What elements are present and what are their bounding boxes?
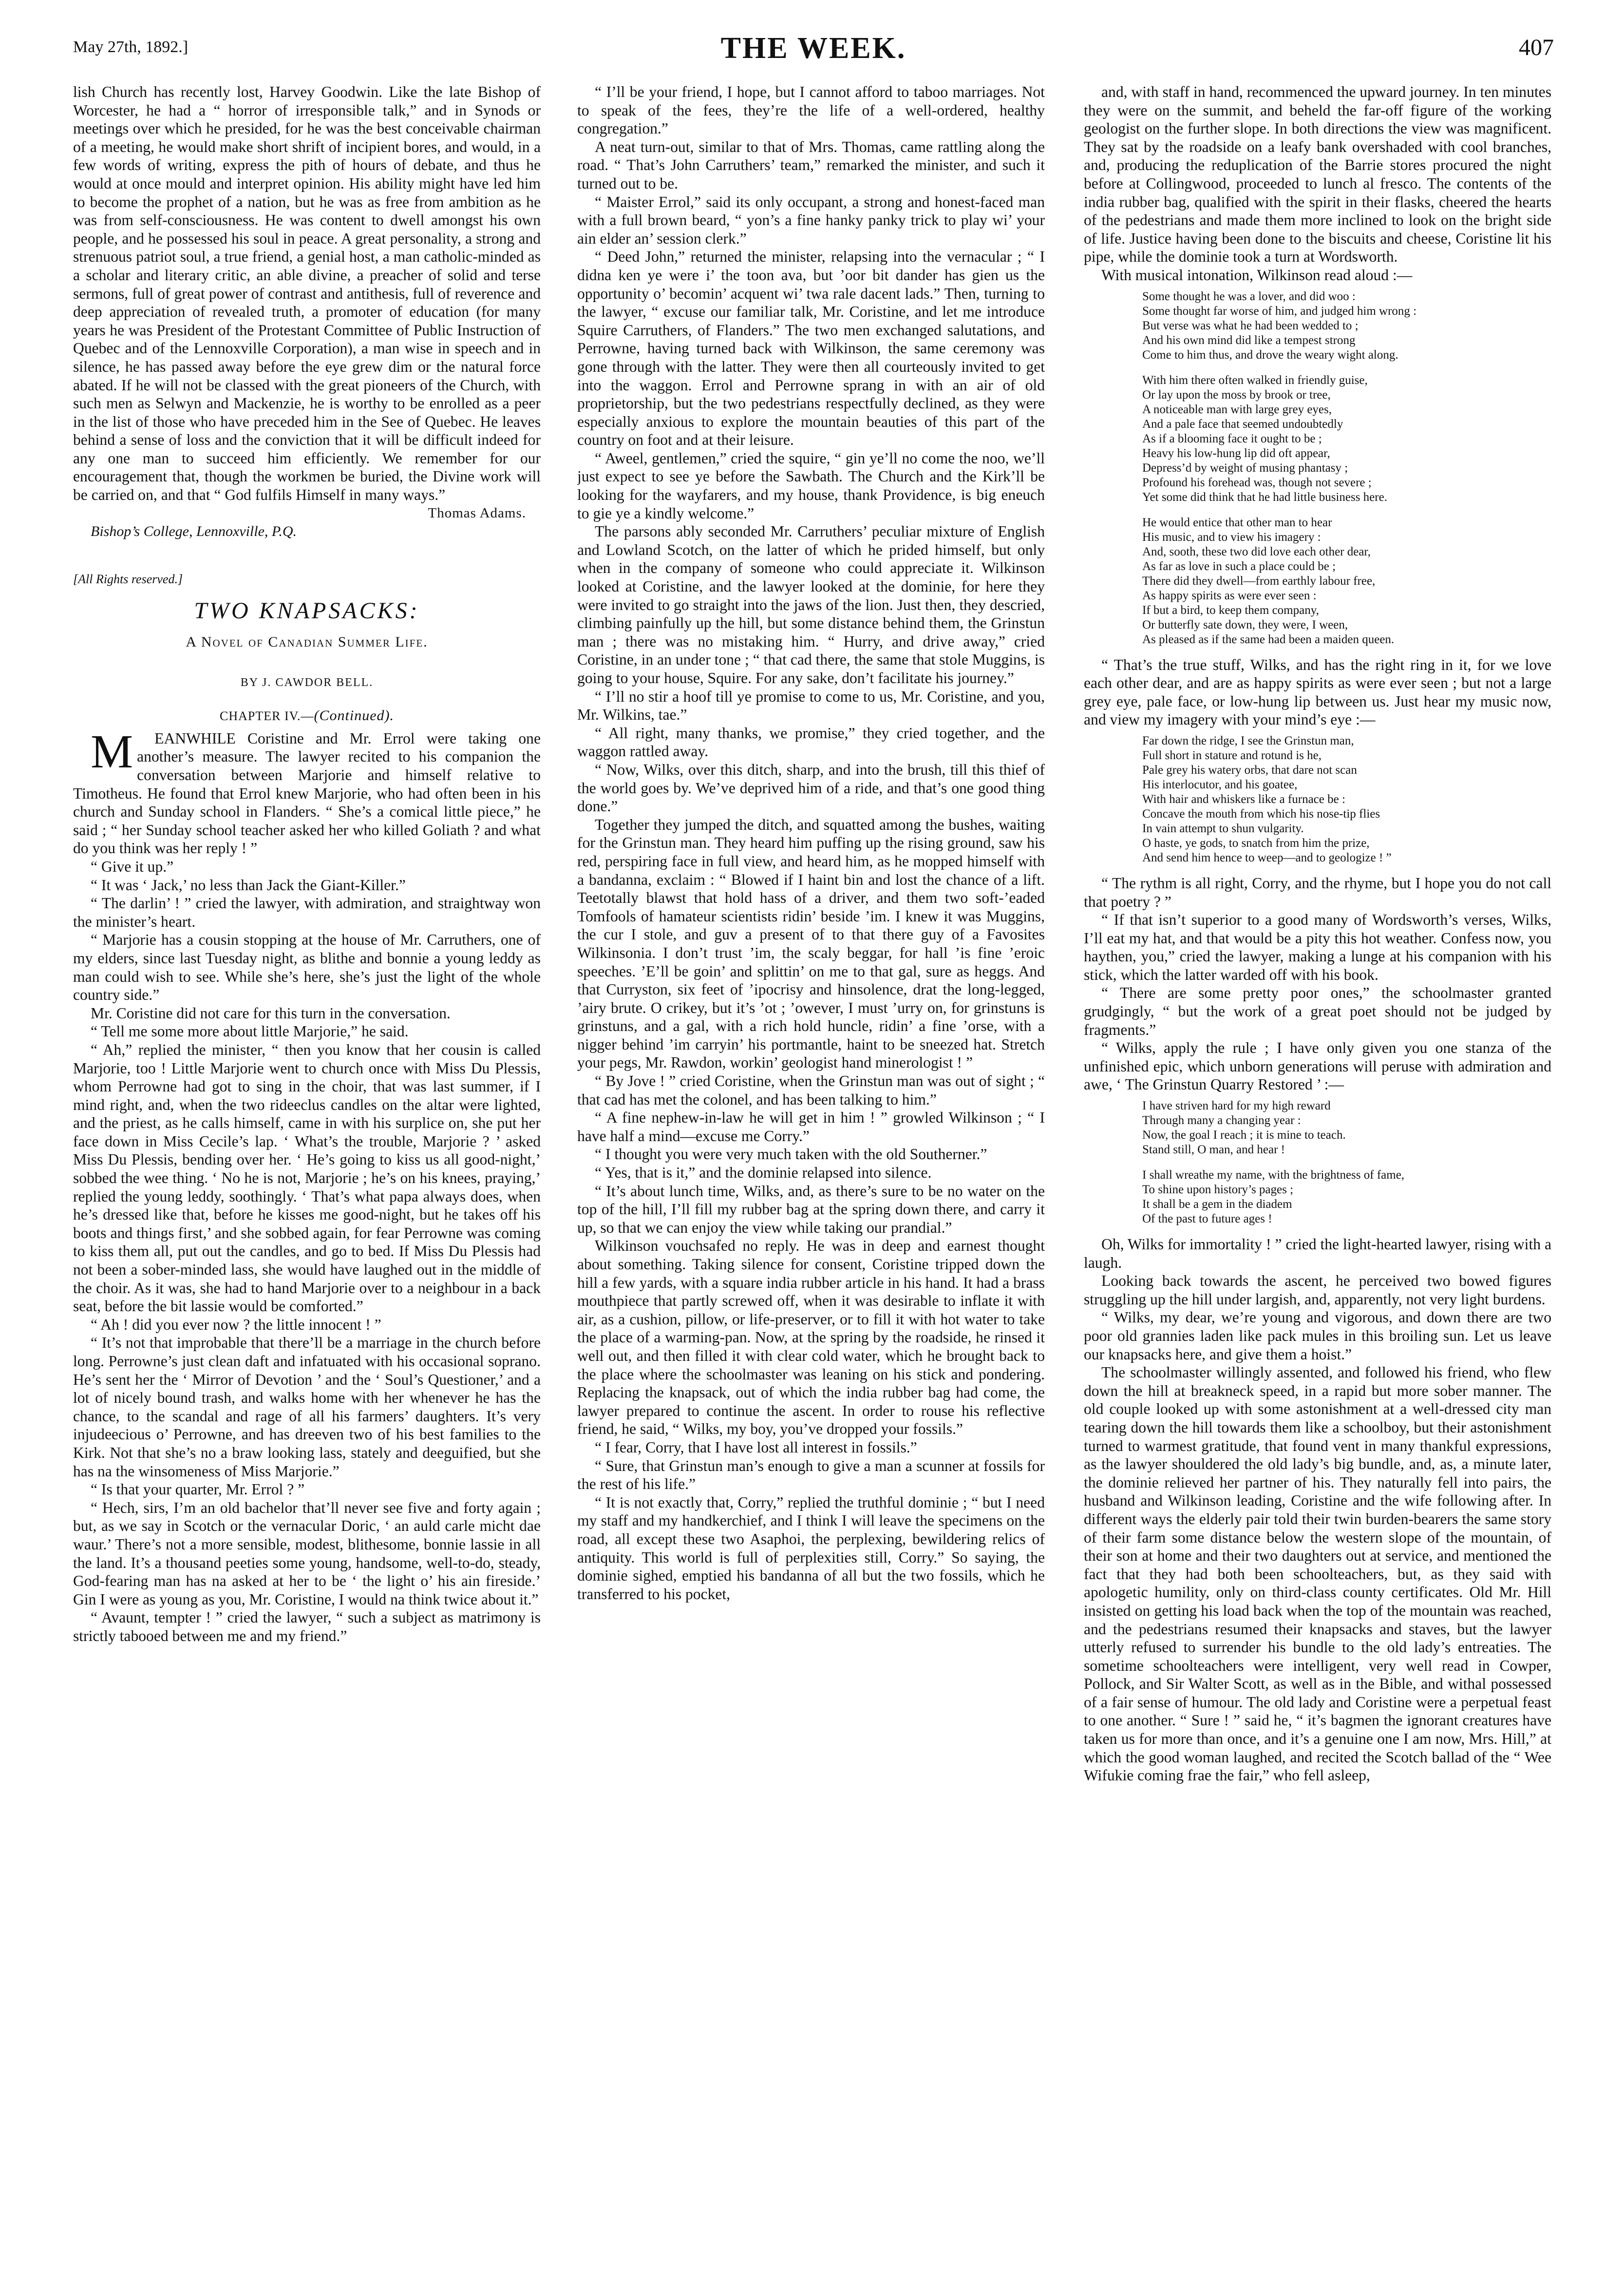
column-1 bbox=[73, 83, 541, 2256]
story-paragraph: “ Yes, that is it,” and the dominie relapsed into silence. bbox=[595, 1164, 932, 1182]
story-paragraph: A neat turn-out, similar to that of Mrs. Thomas, came rattling along the road. “ That’s John Carruthers’ team,” remarked the minister, and such it turned out to be. bbox=[577, 138, 1045, 192]
story-paragraph: “ The rythm is all right, Corry, and the rhyme, but I hope you do not call that poetry ? ” bbox=[1084, 874, 1551, 910]
verse-line: Come to him thus, and drove the weary wight along. bbox=[1142, 348, 1398, 362]
story-paragraph: “ Wilks, my dear, we’re young and vigorous, and down there are two poor old grannies laden like pack mules in this broiling sun. Let us leave our knapsacks here, and give them a hoist.” bbox=[1084, 1309, 1551, 1363]
story-byline: BY J. CAWDOR BELL. bbox=[240, 676, 374, 689]
verse-stanza bbox=[1142, 289, 1551, 363]
rights-notice: [All Rights reserved.] bbox=[73, 572, 183, 586]
story-first-paragraph bbox=[73, 725, 541, 858]
story-paragraph: “ I thought you were very much taken with the old Southerner.” bbox=[595, 1146, 987, 1163]
wordsworth-verse bbox=[1084, 289, 1551, 647]
story-paragraph: The schoolmaster willingly assented, and followed his friend, who flew down the hill at breakneck speed, in a rapid but more sober manner. The old couple looked up with some astonishment at a well-dressed city man tearing down the hill towards them like a schoolboy, but their astonishment turned to warmest gratitude, that found vent in many thankful expressions, as the lawyer shouldered the old lady’s big bundle, and, as, a minute later, the dominie relieved her partner of his. They naturally fell into pairs, the husband and Wilkinson leading, Coristine and the wife following after. In different ways the elderly pair told their twin burden-bearers the same story of their farm some distance below the western slope of the mountain, of their son at home and their two daughters out at service, and mentioned the fact that they had both been schoolteachers, but, as they said with apologetic humility, only on third-class county certificates. Old Mr. Hill insisted on getting his load back when the top of the mountain was reached, and the pedestrians resumed their knapsacks and staves, but the lawyer utterly refused to surrender his bundle to the old lady’s entreaties. The sometime schoolteachers were intelligent, very well read in Cowper, Pollock, and Sir Walter Scott, as well as in the Bible, and withal possessed of a fair sense of humour. The old lady and Coristine were a perpetual feast to one another. “ Sure ! ” said he, “ it’s bagmen the ignorant creatures have taken us for more than once, and it’s a genuine one I am now, Mrs. Hill,” at which the good woman laughed, and recited the Scotch ballad of the “ Wee Wifukie coming frae the fair,” who fell asleep, bbox=[1084, 1364, 1551, 1784]
verse-stanza bbox=[1142, 734, 1551, 865]
verse-line: As happy spirits as were ever seen : bbox=[1142, 589, 1317, 602]
verse-line: Pale grey his watery orbs, that dare not scan bbox=[1142, 763, 1357, 777]
verse-line: And a pale face that seemed undoubtedly bbox=[1142, 417, 1343, 431]
story-paragraph: “ Give it up.” bbox=[91, 858, 174, 875]
quarry-restored-verse bbox=[1084, 1099, 1551, 1226]
page-header bbox=[73, 23, 1554, 77]
verse-line: I shall wreathe my name, with the brightness of fame, bbox=[1142, 1168, 1405, 1182]
issue-date: May 27th, 1892.] bbox=[73, 38, 189, 56]
story-paragraph: “ It’s about lunch time, Wilks, and, as there’s sure to be no water on the top of the hill, I’ll fill my rubber bag at the spring down there, and carry it up, so that we can enjoy the view while taking our prandial.” bbox=[577, 1182, 1045, 1236]
obituary-paragraph: lish Church has recently lost, Harvey Goodwin. Like the late Bishop of Worcester, he had a “ horror of irresponsible talk,” and in Synods or meetings over which he presided, for he was the best conceivable chairman of a meeting, he would make short shrift of incipient bores, and would, in a few words of writing, express the pith of hours of debate, and thus he would at once mould and interpret opinion. His ability might have led him to become the prophet of a nation, but he was as free from ambition as he was from self-consciousness. He was content to dwell amongst his own people, and he possessed his soul in peace. A great personality, a strong and strenuous patriot soul, a true friend, a genial host, a man catholic-minded as a scholar and literary critic, an able divine, a preacher of solid and terse sermons, full of great power of contrast and antithesis, full of reverence and deep appreciation of revealed truth, a promoter of education (for many years he was President of the Protestant Committee of Public Instruction of Quebec and of the Lennoxville Corporation), a man wise in speech and in silence, he has passed away before the eye grew dim or the natural force abated. If he will not be classed with the great pioneers of the Church, with such men as Selwyn and Mackenzie, he is worthy to be enrolled as a peer in the list of those who have preceded him in the See of Quebec. He leaves behind a sense of loss and the conviction that it will be difficult indeed for any one man to succeed him efficiently. We remember for our encouragement that, though the workmen be buried, the Divine work will be carried on, and that “ God fulfils Himself in many ways.” bbox=[73, 83, 541, 504]
verse-line: And, sooth, these two did love each other dear, bbox=[1142, 545, 1371, 558]
story-paragraph: “ Deed John,” returned the minister, relapsing into the vernacular ; “ I didna ken ye were i’ the toon ava, but ’oor bit dander has gien us the opportunity o’ becomin’ acquent wi’ twa rale dacent lads.” Then, turning to the lawyer, “ excuse our familiar talk, Mr. Coristine, and let me introduce Squire Carruthers, of Flanders.” The two men exchanged salutations, and Perrowne, having turned back with Wilkinson, the same ceremony was gone through with the latter. They were then all courteously invited to get into the waggon. Errol and Perrowne sprang in with an air of old proprietorship, but the two pedestrians respectfully declined, as they were especially anxious to explore the mountain beauties of this part of the country on foot and at their leisure. bbox=[577, 248, 1045, 449]
story-paragraph: “ I fear, Corry, that I have lost all interest in fossils.” bbox=[595, 1438, 917, 1456]
story-paragraph: “ Maister Errol,” said its only occupant, a strong and honest-faced man with a full brown beard, “ yon’s a fine hanky panky trick to play wi’ your ain elder an’ session clerk.” bbox=[577, 193, 1045, 247]
story-title: TWO KNAPSACKS: bbox=[194, 598, 420, 624]
story-paragraph: “ It is not exactly that, Corry,” replied the truthful dominie ; “ but I need my staff and my handkerchief, and I think I will leave the specimens on the road, all except these two Asaphoi, the perplexing, bewildering relics of antiquity. This world is full of perplexities still, Corry.” So saying, the dominie sighed, emptied his bandanna of all but the two fossils, which he transferred to his pocket, bbox=[577, 1493, 1045, 1603]
column-2 bbox=[577, 83, 1045, 2256]
verse-line: Yet some did think that he had little business here. bbox=[1142, 490, 1387, 504]
story-paragraph: “ Aweel, gentlemen,” cried the squire, “ gin ye’ll no come the noo, we’ll just expect to see ye before the Sawbath. The Church and the Kirk’ll be looking for the wayfarers, and my house, thank Providence, is big eneuch to gie ye a kindly welcome.” bbox=[577, 449, 1045, 522]
story-paragraph: “ Ah ! did you ever now ? the little innocent ! ” bbox=[91, 1316, 381, 1333]
story-paragraphs-col1 bbox=[73, 858, 541, 1645]
chapter-continued: (Continued). bbox=[314, 707, 395, 724]
story-paragraph: “ Now, Wilks, over this ditch, sharp, and into the brush, till this thief of the world goes by. We’ve deprived him of a ride, and that’s one good thing done.” bbox=[577, 761, 1045, 815]
obituary-text bbox=[73, 83, 541, 504]
verse-line: Now, the goal I reach ; it is mine to teach. bbox=[1142, 1128, 1346, 1142]
verse-line: As pleased as if the same had been a maiden queen. bbox=[1142, 632, 1395, 646]
story-paragraph: “ I’ll be your friend, I hope, but I cannot afford to taboo marriages. Not to speak of the fees, they’re the life of a well-ordered, healthy congregation.” bbox=[577, 83, 1045, 137]
verse-line: I have striven hard for my high reward bbox=[1142, 1099, 1331, 1113]
verse-line: Depress’d by weight of musing phantasy ; bbox=[1142, 461, 1348, 475]
story-paragraph: Together they jumped the ditch, and squatted among the bushes, waiting for the Grinstun man. They heard him puffing up the rising ground, saw his red, perspiring face in full view, and heard him, as he mopped himself with a bandanna, exclaim : “ Blowed if I haint bin and lost the chance of a lift. Teetotally blawst that hold hass of a driver, and them two soft-’eaded Tomfools of hamateur scientists ridin’ beside ’im. I knew it was Muggins, the cur I stole, and guv a present of to that there guy of a Favosites Wilkinsonia. I don’t trust ’im, the scaly beggar, for hall ’is fine ’eroic speeches. ’E’ll be goin’ and splittin’ on me to that gal, sure as heggs. And that Curryston, six feet of ’ipocrisy and hinsolence, drat the long-legged, ’airy brute. O crikey, but it’s ’ot ; ’owever, I must ’urry on, for grinstuns is grinstuns, and a gal, with a rich hold huncle, ridin’ a fine ’orse, with a nigger behind ’im carryin’ his portmantle, haint to be sneezed hat. Stretch your pegs, Mr. Rawdon, workin’ geologist hand minerologist ! ” bbox=[577, 816, 1045, 1071]
verse-line: And send him hence to weep—and to geologize ! ” bbox=[1142, 851, 1392, 864]
story-paragraph: “ All right, many thanks, we promise,” they cried together, and the waggon rattled away. bbox=[577, 724, 1045, 760]
first-paragraph-text: EANWHILE Coristine and Mr. Errol were taking one another’s measure. The lawyer recited to his companion the conversation between Marjorie and himself relative to Timotheus. He found that Errol knew Marjorie, who had often been in his church and Sunday school in Flanders. “ She’s a comical little piece,” he said ; “ her Sunday school teacher asked her who killed Goliath ? and what do you think was her reply ! ” bbox=[73, 729, 541, 857]
verse-line: But verse was what he had been wedded to ; bbox=[1142, 319, 1359, 332]
verse-line: Of the past to future ages ! bbox=[1142, 1212, 1272, 1226]
verse-line: Some thought far worse of him, and judged him wrong : bbox=[1142, 304, 1417, 318]
verse-line: His music, and to view his imagery : bbox=[1142, 530, 1321, 544]
verse-line: To shine upon history’s pages ; bbox=[1142, 1183, 1294, 1197]
story-paragraph: “ There are some pretty poor ones,” the schoolmaster granted grudgingly, “ but the work of a great poet should not be judged by fragments.” bbox=[1084, 984, 1551, 1038]
verse-line: Heavy his low-hung lip did oft appear, bbox=[1142, 446, 1330, 460]
story-paragraph: The parsons ably seconded Mr. Carruthers’ peculiar mixture of English and Lowland Scotch, on the latter of which he prided himself, but only when in the company of someone who could appreciate it. Wilkinson looked at Coristine, and the lawyer looked at the dominie, for here they were invited to go straight into the jaws of the lion. Just then, they descried, climbing painfully up the hill, but some distance behind them, the Grinstun man ; there was no mistaking him. “ Hurry, and drive away,” cried Coristine, in an under tone ; “ that cad there, the same that stole Muggins, is going to your house, Squire. For any sake, don’t facilitate his journey.” bbox=[577, 523, 1045, 687]
verse-stanza bbox=[1142, 1099, 1551, 1157]
story-paragraphs-col2 bbox=[577, 83, 1045, 1603]
verse-line: Or lay upon the moss by brook or tree, bbox=[1142, 388, 1331, 401]
grinstun-verse bbox=[1084, 734, 1551, 865]
verse-stanza bbox=[1142, 1168, 1551, 1226]
verse-line: Stand still, O man, and hear ! bbox=[1142, 1143, 1285, 1157]
story-paragraph: “ It was ‘ Jack,’ no less than Jack the Giant-Killer.” bbox=[91, 876, 406, 894]
verse-line: He would entice that other man to hear bbox=[1142, 515, 1332, 529]
story-paragraphs-col3-top bbox=[1084, 83, 1551, 266]
masthead-title: THE WEEK. bbox=[720, 32, 906, 65]
verse-line: In vain attempt to shun vulgarity. bbox=[1142, 821, 1304, 835]
verse-line: There did they dwell—from earthly labour free, bbox=[1142, 574, 1376, 588]
story-paragraph: “ Is that your quarter, Mr. Errol ? ” bbox=[91, 1481, 305, 1498]
story-paragraph: “ Hech, sirs, I’m an old bachelor that’ll never see five and forty again ; but, as we say in Scotch or the vernacular Doric, ‘ an auld carle micht dae waur.’ There’s not a more sensible, modest, blithesome, bonnie lassie in all the land. It’s a thousand peeties some young, handsome, well-to-do, steady, God-fearing man has na asked at her to be ‘ the light o’ his ain fireside.’ Gin I were as young as you, Mr. Coristine, I would na think twice about it.” bbox=[73, 1499, 541, 1608]
verse-line: With him there often walked in friendly guise, bbox=[1142, 373, 1368, 387]
story-paragraph: “ A fine nephew-in-law he will get in him ! ” growled Wilkinson ; “ I have half a mind—excuse me Corry.” bbox=[577, 1109, 1045, 1145]
story-paragraph: “ The darlin’ ! ” cried the lawyer, with admiration, and straightway won the minister’s heart. bbox=[73, 895, 541, 930]
chapter-heading bbox=[73, 706, 541, 726]
story-paragraph: “ Sure, that Grinstun man’s enough to give a man a scunner at fossils for the rest of his life.” bbox=[577, 1457, 1045, 1493]
story-paragraph: “ I’ll no stir a hoof till ye promise to come to us, Mr. Coristine, and you, Mr. Wilkins, tae.” bbox=[577, 687, 1045, 724]
story-paragraph: Looking back towards the ascent, he perceived two bowed figures struggling up the hill under largish, and, apparently, not very light burdens. bbox=[1084, 1272, 1551, 1308]
story-paragraph: “ Ah,” replied the minister, “ then you know that her cousin is called Marjorie, too ! Little Marjorie went to church once with Miss Du Plessis, whom Perrowne had got to sing in the choir, that was last summer, if I mind right, and, when the two rideeclus candles on the altar were lighted, and the priest, as he calls himself, came in with his surplice on, she put her face down in Miss Cecile’s lap. ‘ What’s the trouble, Marjorie ? ’ asked Miss Du Plessis, bending over her. ‘ He’s going to kiss us all good-night,’ sobbed the wee thing. ‘ No he is not, Marjorie ; he’s on his knees, praying,’ replied the young leddy, soothingly. ‘ That’s what papa always does, when he’s dressed like that, before he kisses me good-night, but he takes off his boots and things first,’ and she sobbed again, for fear Perrowne was coming to kiss them all, put out the candles, and go to bed. If Miss Du Plessis had not been a sober-minded lass, she would have laughed out in the middle of the choir. As it was, she had to hand Marjorie over to a neighbour in a back seat, before the bit lassie would be comforted.” bbox=[73, 1041, 541, 1315]
verse-response: “ That’s the true stuff, Wilks, and has the right ring in it, for we love each other dear, and are as happy spirits as were ever seen ; but not a large grey eye, pale face, or low-hung lip between us. Just hear my music now, and view my imagery with your mind’s eye :— bbox=[1084, 656, 1551, 728]
verse-stanza bbox=[1142, 515, 1551, 647]
story-subtitle: A Novel of Canadian Summer Life. bbox=[186, 634, 428, 650]
verse-line: O haste, ye gods, to snatch from him the prize, bbox=[1142, 836, 1370, 850]
obituary-place: Bishop’s College, Lennoxville, P.Q. bbox=[91, 523, 297, 540]
verse-line: Some thought he was a lover, and did woo : bbox=[1142, 289, 1356, 303]
page-number: 407 bbox=[1519, 35, 1554, 60]
story-paragraph: “ It’s not that improbable that there’ll be a marriage in the church before long. Perrowne’s just clean daft and infatuated with his occasional soprano. He’s sent her the ‘ Mirror of Devotion ’ and the ‘ Soul’s Questioner,’ and a lot of nicely bound trash, and walks home with her whenever he has the chance, to the scandal and rage of all his farmers’ daughters. It’s very injudeecious o’ Perrowne, and has dreeven two of his best families to the Kirk. Not that she’s no a braw looking lass, stately and deeguified, but she has na the winsomeness of Miss Marjorie.” bbox=[73, 1334, 541, 1480]
obituary-signature: Thomas Adams. bbox=[428, 505, 526, 521]
chapter-label: CHAPTER IV.— bbox=[219, 709, 314, 724]
verse-intro: With musical intonation, Wilkinson read aloud :— bbox=[1101, 266, 1413, 284]
verse-line: Or butterfly sate down, they were, I ween, bbox=[1142, 618, 1348, 631]
story-paragraph: “ Avaunt, tempter ! ” cried the lawyer, “ such a subject as matrimony is strictly tabooed between me and my friend.” bbox=[73, 1609, 541, 1644]
verse-line: As if a blooming face it ought to be ; bbox=[1142, 432, 1322, 445]
story-paragraph: “ By Jove ! ” cried Coristine, when the Grinstun man was out of sight ; “ that cad has met the colonel, and has been talking to him.” bbox=[577, 1072, 1045, 1108]
story-paragraphs-col3-middle bbox=[1084, 874, 1551, 1094]
verse-line: As far as love in such a place could be ; bbox=[1142, 559, 1336, 573]
column-3 bbox=[1084, 83, 1551, 2256]
verse-line: With hair and whiskers like a furnace be : bbox=[1142, 792, 1345, 806]
story-paragraph: “ Wilks, apply the rule ; I have only given you one stanza of the unfinished epic, which unborn generations will peruse with admiration and awe, ‘ The Grinstun Quarry Restored ’ :— bbox=[1084, 1039, 1551, 1093]
story-paragraphs-col3-bottom bbox=[1084, 1235, 1551, 1785]
verse-line: Through many a changing year : bbox=[1142, 1114, 1301, 1127]
drop-cap: M bbox=[91, 725, 133, 778]
verse-line: A noticeable man with large grey eyes, bbox=[1142, 402, 1332, 416]
story-paragraph: Oh, Wilks for immortality ! ” cried the light-hearted lawyer, rising with a laugh. bbox=[1084, 1236, 1551, 1271]
verse-line: Full short in stature and rotund is he, bbox=[1142, 748, 1322, 762]
verse-line: His interlocutor, and his goatee, bbox=[1142, 778, 1298, 791]
verse-line: Far down the ridge, I see the Grinstun man, bbox=[1142, 734, 1354, 747]
story-paragraph: “ Marjorie has a cousin stopping at the house of Mr. Carruthers, one of my elders, since last Tuesday night, as blithe and bonnie a young leddy as man could wish to see. While she’s here, she’s just the light of the whole country side.” bbox=[73, 931, 541, 1004]
verse-line: It shall be a gem in the diadem bbox=[1142, 1198, 1292, 1211]
story-paragraph: Mr. Coristine did not care for this turn in the conversation. bbox=[91, 1004, 451, 1022]
story-paragraph: “ If that isn’t superior to a good many of Wordsworth’s verses, Wilks, I’ll eat my hat, and that would be a pity this hot weather. Confess now, you haythen, you,” cried the lawyer, making a lunge at his companion with his stick, which the latter warded off with his book. bbox=[1084, 911, 1551, 983]
verse-line: Profound his forehead was, though not severe ; bbox=[1142, 476, 1372, 489]
verse-line: If but a bird, to keep them company, bbox=[1142, 603, 1319, 617]
story-paragraph: Wilkinson vouchsafed no reply. He was in deep and earnest thought about something. Taking silence for consent, Coristine tripped down the hill a few yards, with a square india rubber article in his hand. It had a brass mouthpiece that partly screwed off, when it was desirable to inflate it with air, as a cushion, pillow, or life-preserver, or to fill it with hot water to take the place of a warming-pan. Now, at the spring by the roadside, he rinsed it well out, and then filled it with clear cold water, which he brought back to the place where the schoolmaster was leaning on his stick and pondering. Replacing the knapsack, out of which the india rubber bag had come, the lawyer prepared to continue the ascent. In order to rouse his reflective friend, he said, “ Wilks, my boy, you’ve dropped your fossils.” bbox=[577, 1237, 1045, 1438]
story-paragraph: “ Tell me some more about little Marjorie,” he said. bbox=[91, 1023, 409, 1040]
verse-line: Concave the mouth from which his nose-tip flies bbox=[1142, 807, 1380, 821]
verse-stanza bbox=[1142, 373, 1551, 505]
verse-line: And his own mind did like a tempest strong bbox=[1142, 333, 1356, 347]
story-paragraph: and, with staff in hand, recommenced the upward journey. In ten minutes they were on the summit, and beheld the far-off figure of the working geologist on the further slope. In both directions the view was magnificent. They sat by the roadside on a leafy bank overshaded with cool branches, and, producing the reduplication of the Barrie stores procured the night before at Collingwood, proceeded to lunch al fresco. The contents of the india rubber bag, qualified with the spirit in their flasks, cheered the hearts of the pedestrians and made them more inclined to look on the bright side of life. Justice having been done to the biscuits and cheese, Coristine lit his pipe, while the dominie took a turn at Wordsworth. bbox=[1084, 83, 1551, 266]
